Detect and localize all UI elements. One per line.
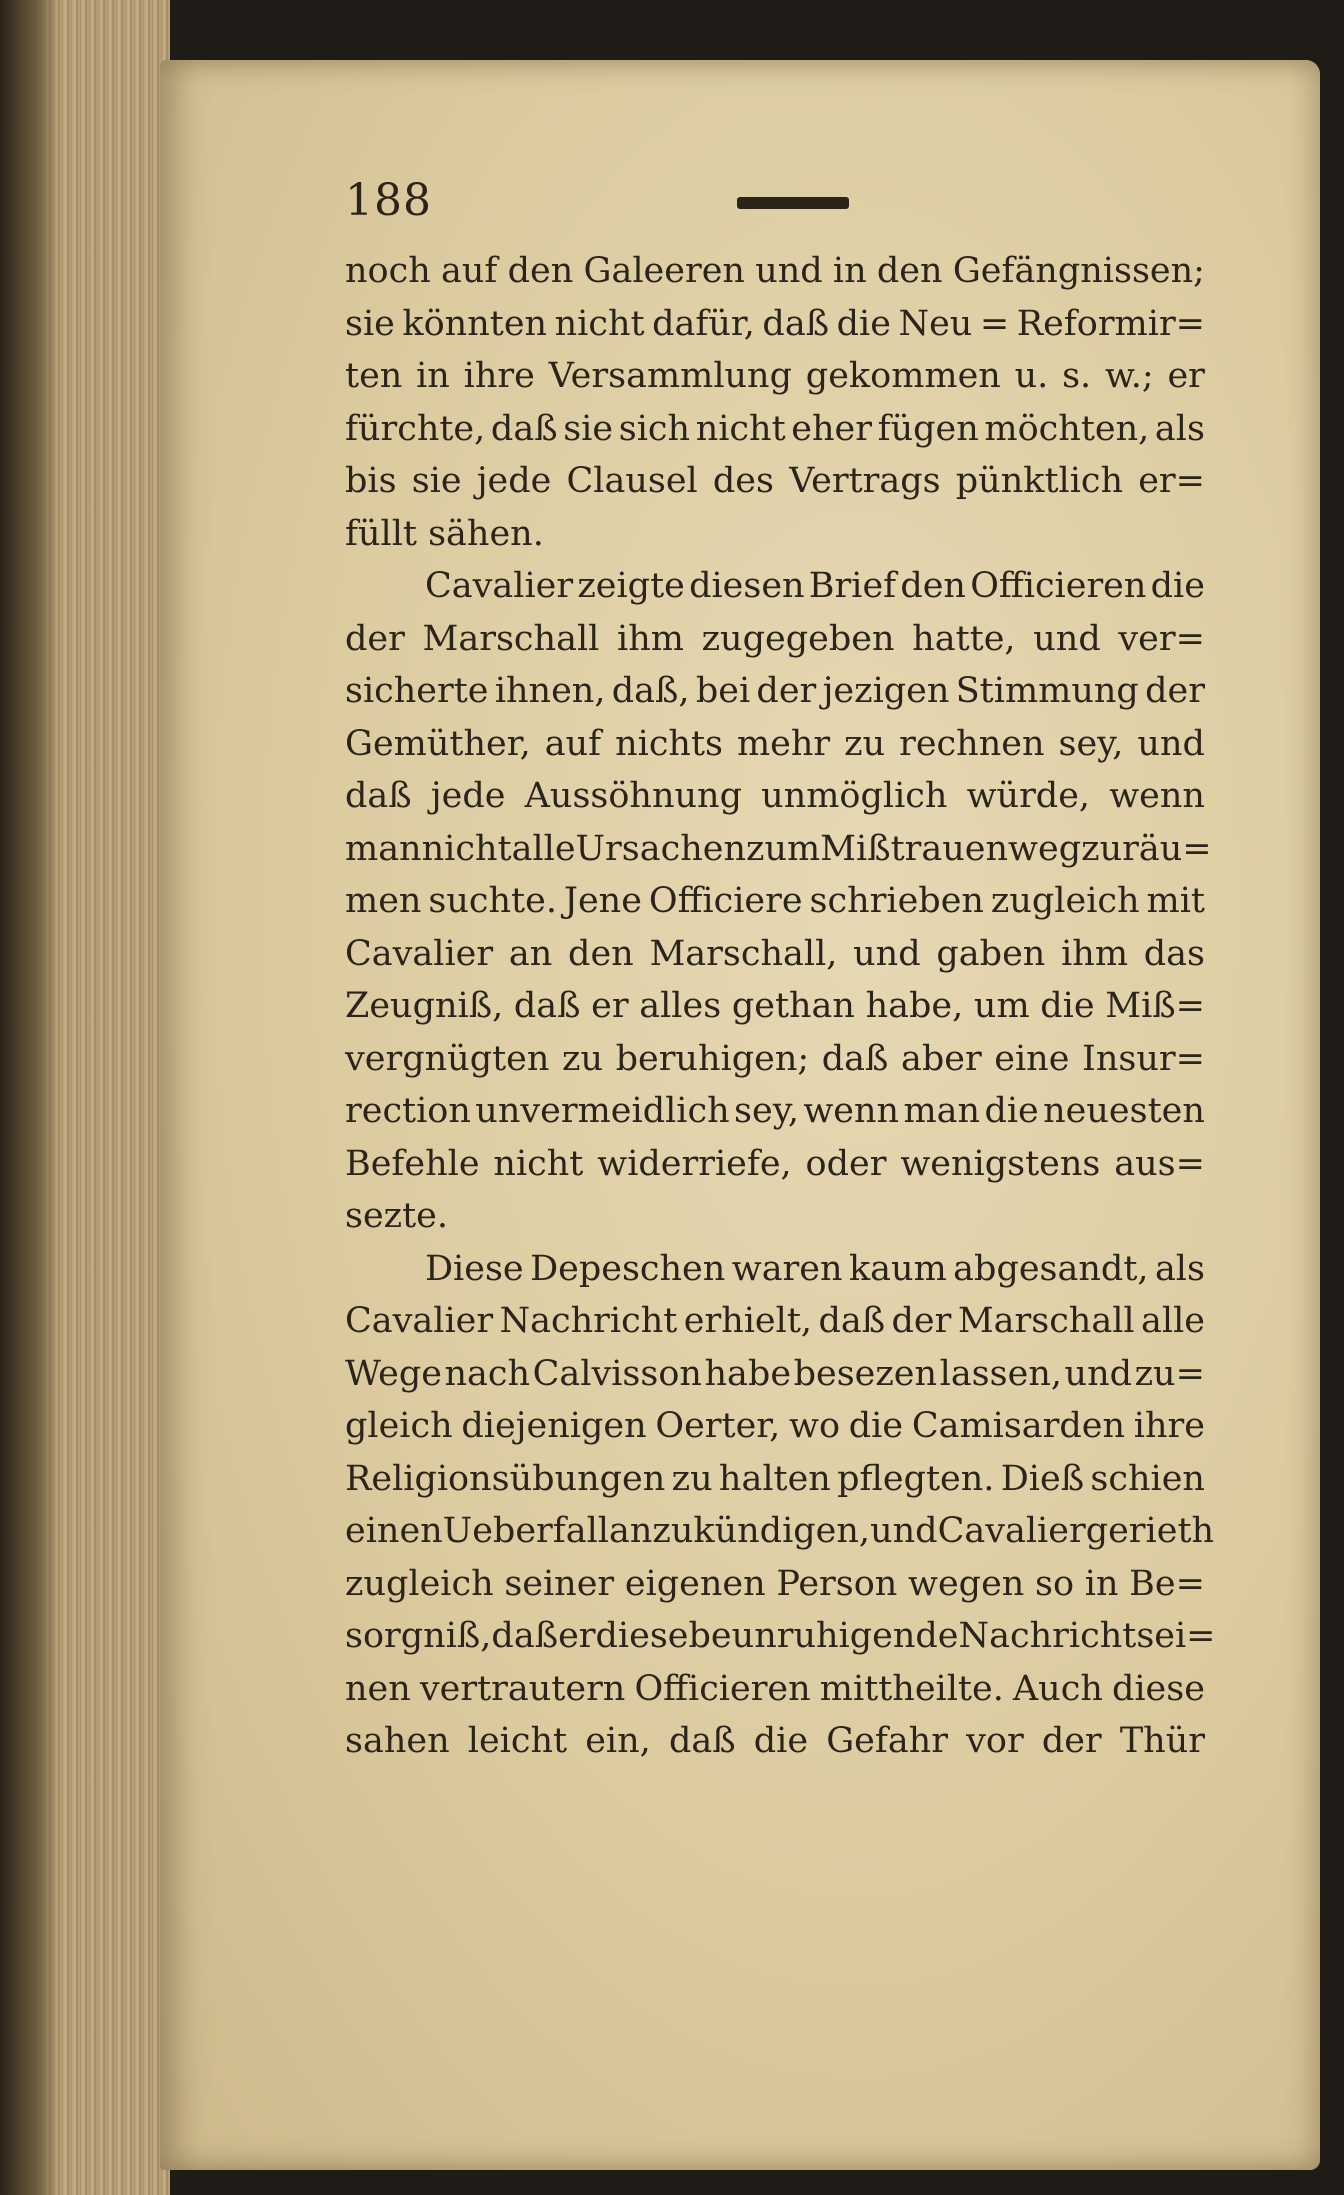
text-line: Wege nach Calvisson habe besezen lassen, und zu= xyxy=(345,1353,1205,1394)
text-line: Diese Depeschen waren kaum abgesandt, als xyxy=(425,1248,1205,1289)
text-line: Befehle nicht widerriefe, oder wenigstens aus= xyxy=(345,1143,1205,1184)
text-line: bis sie jede Clausel des Vertrags pünktlich er= xyxy=(345,461,1205,501)
text-line: man nicht alle Ursachen zum Mißtrauen wegzuräu= xyxy=(345,828,1212,869)
text-line: daß jede Aussöhnung unmöglich würde, wenn xyxy=(345,776,1205,816)
text-line: Zeugniß, daß er alles gethan habe, um die Miß= xyxy=(345,986,1205,1026)
body-text xyxy=(345,245,1216,1768)
text-line: sahen leicht ein, daß die Gefahr vor der Thür xyxy=(345,1721,1205,1761)
text-line: nen vertrautern Officieren mittheilte. Auch diese xyxy=(345,1668,1205,1709)
header-rule xyxy=(737,197,849,209)
text-line: sicherte ihnen, daß, bei der jezigen Stimmung der xyxy=(345,671,1205,711)
text-line: füllt sähen. xyxy=(345,513,544,554)
page-content xyxy=(345,175,1216,1768)
text-line: Cavalier zeigte diesen Brief den Officieren die xyxy=(425,566,1205,606)
page-header xyxy=(345,175,1205,245)
text-line: ten in ihre Versammlung gekommen u. s. w.; er xyxy=(345,356,1205,396)
text-line: Gemüther, auf nichts mehr zu rechnen sey, und xyxy=(345,723,1205,764)
text-line: sie könnten nicht dafür, daß die Neu = Reformir= xyxy=(345,303,1205,344)
text-line: Cavalier an den Marschall, und gaben ihm das xyxy=(345,933,1205,974)
text-line: Religionsübungen zu halten pflegten. Dieß schien xyxy=(345,1458,1205,1499)
text-line: noch auf den Galeeren und in den Gefängnissen; xyxy=(345,251,1205,291)
text-line: gleich diejenigen Oerter, wo die Camisarden ihre xyxy=(345,1406,1205,1446)
text-line: men suchte. Jene Officiere schrieben zugleich mit xyxy=(345,881,1205,921)
text-line: sezte. xyxy=(345,1196,449,1236)
text-line: der Marschall ihm zugegeben hatte, und ver= xyxy=(345,618,1205,659)
text-line: vergnügten zu beruhigen; daß aber eine Insur= xyxy=(345,1038,1205,1079)
text-line: fürchte, daß sie sich nicht eher fügen möchten, als xyxy=(345,408,1205,449)
book-spine-shadow xyxy=(0,0,60,2195)
text-line: Cavalier Nachricht erhielt, daß der Marschall alle xyxy=(345,1301,1205,1341)
text-line: einen Ueberfall anzukündigen, und Cavalier gerieth xyxy=(345,1511,1215,1551)
text-line: rection unvermeidlich sey, wenn man die neuesten xyxy=(345,1091,1205,1131)
text-line: sorgniß, daß er diese beunruhigende Nachricht sei= xyxy=(345,1616,1216,1656)
page-number: 188 xyxy=(345,175,432,226)
text-line: zugleich seiner eigenen Person wegen so in Be= xyxy=(345,1563,1205,1604)
